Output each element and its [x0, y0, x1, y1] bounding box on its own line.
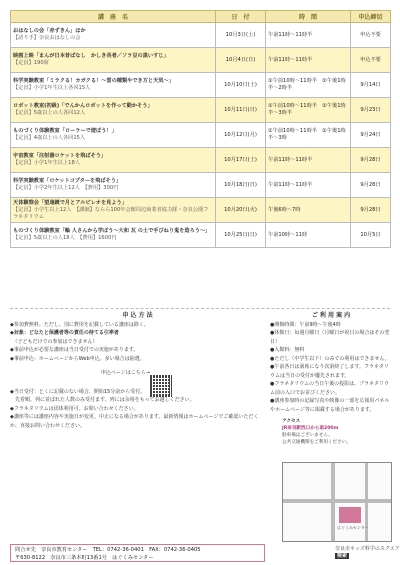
access-line1: JR奈良駅西口から南200m	[282, 426, 339, 431]
date-cell: 10月12日(月)	[216, 123, 266, 148]
access-map	[282, 462, 392, 542]
lecture-detail: 【定員】小学生以上12人 【講師】ならら100年会館周辺商業者協力隊・奈良公園フラネタリウム	[13, 206, 209, 220]
lecture-title: ロボット教室(初級)「でんかんロボットを作って動かそう」	[13, 103, 153, 109]
lecture-cell	[11, 198, 216, 223]
contact-line1: 問合せ先 奈良市教育センター TEL：0742-36-0401 FAX：0742-36-0405	[15, 547, 201, 553]
lecture-title: おはなしの会「赤ずきん」ほか	[13, 28, 86, 34]
table-row	[11, 198, 391, 223]
apply-line: ◆フラネタリウムは団体利用可。お問い合わせください。	[10, 405, 139, 412]
deadline-cell: 9月24日	[351, 123, 391, 148]
time-cell: 午前10時〜11時	[266, 223, 351, 248]
lecture-title: 天体観察会「望遠鏡で月とアルビレオを見よう」	[13, 199, 127, 206]
table-row	[11, 123, 391, 148]
info-section	[270, 312, 392, 414]
lecture-cell	[11, 48, 216, 73]
date-cell: 10月3日(土)	[216, 23, 266, 48]
deadline-cell: 9月28日	[351, 173, 391, 198]
deadline-cell: 申込不要	[351, 48, 391, 73]
apply-line: ◆当日受付：とくに記載のない場合、開始15分前から受付。	[10, 388, 146, 395]
search-badge[interactable]: 検索	[337, 553, 348, 559]
apply-lines	[10, 321, 265, 431]
lecture-cell	[11, 98, 216, 123]
access-line3: 公共交通機関をご利用ください。	[282, 440, 351, 445]
info-line: ●講座参加時の記録写真や映像の一部を広報用パネルやホームページ等に掲載する場合があります。	[270, 398, 390, 413]
date-cell: 10月20日(火)	[216, 198, 266, 223]
deadline-cell: 9月14日	[351, 73, 391, 98]
lecture-cell	[11, 173, 216, 198]
access-heading: アクセス	[282, 419, 301, 424]
info-line: ●フラネタリウムの当日午後の投影は、プラネタリウム前の入口でお並びください。	[270, 381, 390, 396]
info-line: ●ただし（中学生以下）のみでの利用はできません。	[270, 355, 390, 362]
lecture-cell	[11, 73, 216, 98]
info-line: ●休館日：毎週月曜日（月曜日が祝日の場合はその翌日）	[270, 330, 390, 345]
apply-heading: 申 込 方 法	[122, 312, 153, 319]
time-cell: ①午前10時〜11時半 ②午後1時半〜2時半	[266, 73, 351, 98]
header-time: 時 間	[266, 11, 351, 23]
table-row	[11, 173, 391, 198]
info-line: ●午前各日は満席になり次第終了します。フラネタリウムは当日の受付が優先されます。	[270, 364, 389, 379]
lecture-cell	[11, 23, 216, 48]
schedule-table-wrap	[10, 10, 390, 248]
access-line2: 駐車場はございません。	[282, 433, 333, 438]
apply-line: （子どもだけでの参加はできません）	[10, 338, 98, 345]
deadline-cell: 9月28日	[351, 148, 391, 173]
date-cell: 10月11日(日)	[216, 98, 266, 123]
contact-box	[10, 544, 265, 562]
map-building-label: はぐくみセンター	[337, 525, 369, 530]
lecture-detail: 【定員】4歳以上の人各回15人	[13, 135, 86, 141]
time-cell: ①午前10時〜11時半 ②午後1時半〜3時	[266, 123, 351, 148]
info-line: ●開館時間：午前9時〜午後4時	[270, 321, 341, 328]
lecture-title: 宇宙教室「注射器ロケットを飛ばそう」	[13, 153, 107, 159]
time-cell: 午後6時〜7時	[266, 198, 351, 223]
lecture-title: ものづくり体験教室「ローラーで遊ぼう！」	[13, 128, 117, 134]
table-row	[11, 73, 391, 98]
date-cell: 10月17日(土)	[216, 148, 266, 173]
lecture-title: 科学実験教室「ロケットコプターを飛ばそう」	[13, 178, 122, 184]
date-cell: 10月10日(土)	[216, 73, 266, 98]
schedule-table	[10, 10, 391, 248]
header-deadline: 申込締切	[351, 11, 391, 23]
lecture-detail: 【定員】小学1年生以上各回15人	[13, 85, 91, 91]
apply-line: ◆参加費無料。ただし、別に費用を記載している講座は除く。	[10, 321, 149, 328]
date-cell: 10月18日(日)	[216, 173, 266, 198]
time-cell: 午前11時〜11時半	[266, 173, 351, 198]
footer-mark-text: 奈良市キッズ科学のスクエア	[335, 546, 400, 552]
lecture-detail: 【定員】5歳以上の人18人 【費用】1600円	[13, 235, 117, 241]
deadline-cell: 9月28日	[351, 198, 391, 223]
table-row	[11, 48, 391, 73]
apply-line: ◆事前申込：ホームページからWeb申込。多い場合は抽選。	[10, 355, 145, 362]
divider	[10, 308, 390, 309]
table-row	[11, 223, 391, 248]
apply-line: 先着順。列に並ばれた人数のみ受付ます。列には余裕をもってお越しください。	[10, 397, 195, 403]
map-road	[283, 499, 391, 503]
deadline-cell: 9月23日	[351, 98, 391, 123]
lecture-detail: 【定員】小学1年生以上18人	[13, 160, 80, 166]
time-cell: 午前11時〜11時半	[266, 148, 351, 173]
table-header	[11, 11, 391, 23]
apply-line: ◆対象：どなたと保護者等の責任の持てる引率者	[10, 330, 119, 336]
apply-line: ◆事前申込が必要な講座は当日受付での実施があります。	[10, 347, 139, 353]
lecture-detail: 【定員】5歳以上の人各回12人	[13, 110, 86, 116]
lecture-title: 科学実験教室「ミラクる！カガクる！〜雲の種類やでき方と天気〜」	[13, 78, 174, 84]
lecture-cell	[11, 123, 216, 148]
date-cell: 10月4日(日)	[216, 48, 266, 73]
info-heading: ご 利 用 案 内	[311, 312, 351, 319]
deadline-cell: 10月5日	[351, 223, 391, 248]
access-text	[282, 418, 392, 446]
table-row	[11, 98, 391, 123]
time-cell: ①午前10時〜11時半 ②午後1時半〜3時半	[266, 98, 351, 123]
time-cell: 午前11時〜11時半	[266, 48, 351, 73]
lecture-detail: 【語り手】奈良おはなしの会	[13, 35, 81, 41]
header-lecture: 講 座 名	[11, 11, 216, 23]
date-cell: 10月25日(日)	[216, 223, 266, 248]
apply-line: 申込ページはこちら→	[100, 370, 150, 376]
info-lines	[270, 321, 392, 415]
qr-code-icon[interactable]	[150, 375, 172, 397]
lecture-title: ものづくり体験教室「輪 人さんから学ぼう〜大和 瓦 の土で手びねり鬼を造ろう〜」	[13, 228, 211, 234]
table-row	[11, 148, 391, 173]
map-road	[331, 463, 335, 541]
contact-line2: 〒630-8122 奈良市三条本町13番1号 はぐくみセンター	[15, 555, 154, 561]
time-cell: 午前11時〜11時半	[266, 23, 351, 48]
lecture-title: 映画上映「まんが日本昔ばなし かしき長者／ソラ豆の黒いすじ」	[13, 53, 169, 59]
lecture-detail: 【定員】小学2年生以上12人 【費用】300円	[13, 185, 119, 191]
map-building-marker	[339, 507, 361, 523]
lecture-detail: 【定員】190席	[13, 60, 49, 66]
info-line: ●入館料：無料	[270, 347, 305, 353]
table-row	[11, 23, 391, 48]
apply-section	[10, 312, 265, 430]
apply-line: ◆講座等には講座内容や実施日が変更、中止になる場合があります。最新情報はホームページでご確認いただくか、直接お問い合わせください。	[10, 414, 259, 429]
footer-mark	[335, 545, 400, 559]
lecture-cell	[11, 223, 216, 248]
deadline-cell: 申込不要	[351, 23, 391, 48]
header-date: 日 付	[216, 11, 266, 23]
lecture-cell	[11, 148, 216, 173]
